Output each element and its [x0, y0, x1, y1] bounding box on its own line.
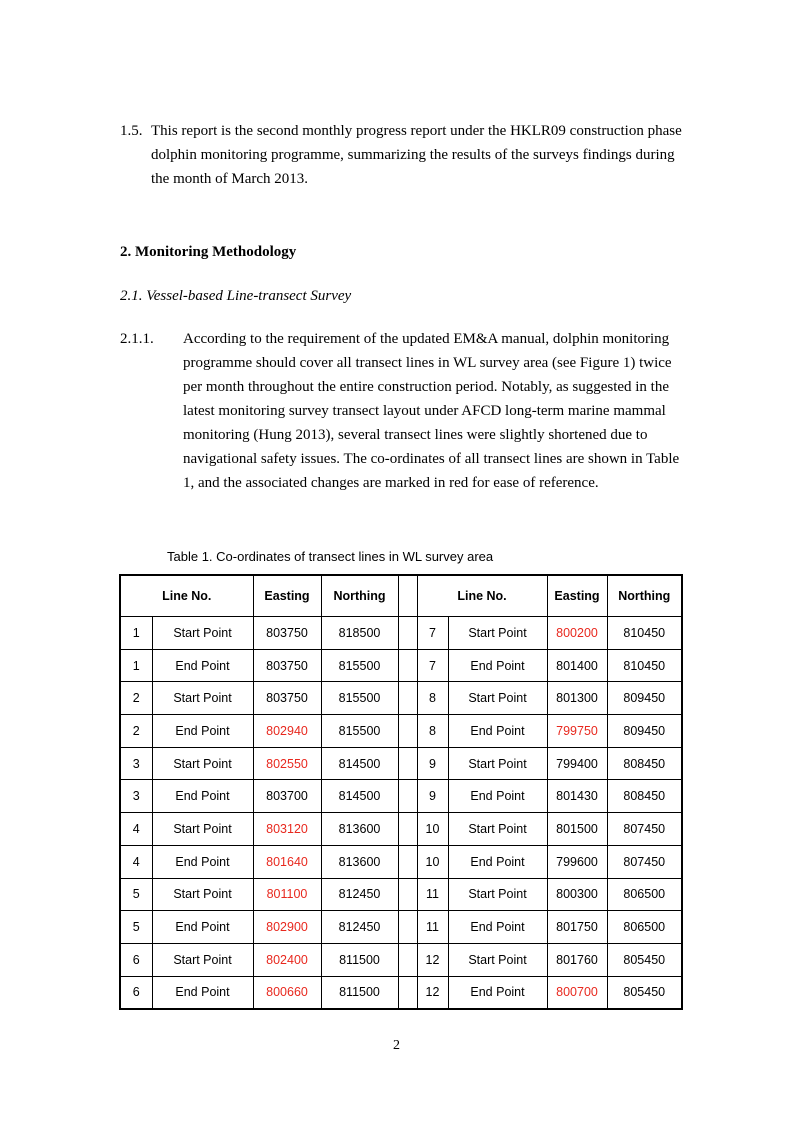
point-type-cell: End Point	[448, 976, 547, 1009]
point-type-cell: End Point	[152, 780, 253, 813]
header-northing: Northing	[607, 575, 682, 617]
paragraph-text: This report is the second monthly progress report under the HKLR09 construction phase dolphin monitoring programme, summarizing the results of the surveys findings during the month of March 2013.	[151, 123, 682, 187]
northing-cell: 814500	[321, 780, 398, 813]
point-type-cell: Start Point	[448, 813, 547, 846]
point-type-cell: End Point	[448, 780, 547, 813]
line-number-cell: 4	[120, 813, 152, 846]
easting-cell: 799600	[547, 845, 607, 878]
northing-cell: 809450	[607, 682, 682, 715]
point-type-cell: End Point	[448, 911, 547, 944]
northing-cell: 806500	[607, 911, 682, 944]
easting-cell: 801400	[547, 649, 607, 682]
easting-cell: 801100	[253, 878, 321, 911]
northing-cell: 808450	[607, 780, 682, 813]
subsection-heading: 2.1. Vessel-based Line-transect Survey	[120, 288, 352, 304]
paragraph-number: 1.5.	[120, 123, 143, 139]
northing-cell: 815500	[321, 649, 398, 682]
table-caption: Table 1. Co-ordinates of transect lines in WL survey area	[167, 549, 494, 564]
table-row	[120, 943, 682, 976]
line-number-cell: 10	[417, 813, 448, 846]
line-number-cell: 11	[417, 911, 448, 944]
table-row	[120, 682, 682, 715]
line-number-cell: 11	[417, 878, 448, 911]
spacer-cell	[398, 976, 417, 1009]
table-row	[120, 747, 682, 780]
line-number-cell: 7	[417, 617, 448, 650]
line-number-cell: 2	[120, 682, 152, 715]
point-type-cell: End Point	[152, 649, 253, 682]
spacer-cell	[398, 943, 417, 976]
easting-cell: 801430	[547, 780, 607, 813]
header-line-no: Line No.	[417, 575, 547, 617]
line-number-cell: 5	[120, 911, 152, 944]
easting-cell: 802550	[253, 747, 321, 780]
line-number-cell: 5	[120, 878, 152, 911]
easting-cell: 801760	[547, 943, 607, 976]
northing-cell: 807450	[607, 813, 682, 846]
line-number-cell: 3	[120, 780, 152, 813]
northing-cell: 809450	[607, 715, 682, 748]
point-type-cell: End Point	[152, 715, 253, 748]
table-header-row	[120, 575, 682, 617]
northing-cell: 808450	[607, 747, 682, 780]
spacer-cell	[398, 649, 417, 682]
northing-cell: 818500	[321, 617, 398, 650]
point-type-cell: Start Point	[448, 878, 547, 911]
northing-cell: 807450	[607, 845, 682, 878]
point-type-cell: Start Point	[448, 617, 547, 650]
northing-cell: 815500	[321, 682, 398, 715]
table-row	[120, 845, 682, 878]
point-type-cell: End Point	[152, 845, 253, 878]
northing-cell: 810450	[607, 649, 682, 682]
easting-cell: 803750	[253, 617, 321, 650]
northing-cell: 811500	[321, 976, 398, 1009]
page-number: 2	[393, 1038, 400, 1053]
easting-cell: 800300	[547, 878, 607, 911]
northing-cell: 812450	[321, 911, 398, 944]
point-type-cell: Start Point	[152, 682, 253, 715]
table-row	[120, 911, 682, 944]
spacer-cell	[398, 715, 417, 748]
northing-cell: 811500	[321, 943, 398, 976]
point-type-cell: Start Point	[152, 813, 253, 846]
spacer-cell	[398, 747, 417, 780]
northing-cell: 806500	[607, 878, 682, 911]
line-number-cell: 2	[120, 715, 152, 748]
spacer-cell	[398, 617, 417, 650]
northing-cell: 815500	[321, 715, 398, 748]
northing-cell: 813600	[321, 845, 398, 878]
spacer-cell	[398, 780, 417, 813]
point-type-cell: Start Point	[152, 747, 253, 780]
line-number-cell: 12	[417, 976, 448, 1009]
easting-cell: 800660	[253, 976, 321, 1009]
line-number-cell: 7	[417, 649, 448, 682]
line-number-cell: 1	[120, 649, 152, 682]
easting-cell: 800700	[547, 976, 607, 1009]
table-row	[120, 617, 682, 650]
easting-cell: 799400	[547, 747, 607, 780]
point-type-cell: Start Point	[152, 617, 253, 650]
table-row	[120, 715, 682, 748]
table-body	[120, 617, 682, 1010]
spacer-cell	[398, 575, 417, 617]
line-number-cell: 9	[417, 747, 448, 780]
line-number-cell: 12	[417, 943, 448, 976]
spacer-cell	[398, 911, 417, 944]
easting-cell: 802900	[253, 911, 321, 944]
point-type-cell: Start Point	[152, 878, 253, 911]
point-type-cell: End Point	[448, 715, 547, 748]
easting-cell: 803120	[253, 813, 321, 846]
table-row	[120, 813, 682, 846]
table-row	[120, 780, 682, 813]
point-type-cell: Start Point	[448, 747, 547, 780]
line-number-cell: 1	[120, 617, 152, 650]
northing-cell: 813600	[321, 813, 398, 846]
line-number-cell: 8	[417, 682, 448, 715]
spacer-cell	[398, 813, 417, 846]
point-type-cell: End Point	[152, 911, 253, 944]
easting-cell: 802940	[253, 715, 321, 748]
point-type-cell: End Point	[152, 976, 253, 1009]
easting-cell: 801300	[547, 682, 607, 715]
easting-cell: 801500	[547, 813, 607, 846]
point-type-cell: End Point	[448, 845, 547, 878]
section-heading: 2. Monitoring Methodology	[120, 244, 297, 260]
northing-cell: 812450	[321, 878, 398, 911]
line-number-cell: 6	[120, 943, 152, 976]
table-row	[120, 878, 682, 911]
northing-cell: 805450	[607, 943, 682, 976]
line-number-cell: 9	[417, 780, 448, 813]
paragraph-2-1-1	[120, 327, 690, 495]
coordinates-table	[119, 574, 683, 1010]
northing-cell: 805450	[607, 976, 682, 1009]
line-number-cell: 4	[120, 845, 152, 878]
easting-cell: 800200	[547, 617, 607, 650]
line-number-cell: 6	[120, 976, 152, 1009]
header-easting: Easting	[253, 575, 321, 617]
header-northing: Northing	[321, 575, 398, 617]
easting-cell: 799750	[547, 715, 607, 748]
northing-cell: 814500	[321, 747, 398, 780]
easting-cell: 801750	[547, 911, 607, 944]
point-type-cell: Start Point	[448, 943, 547, 976]
table-row	[120, 649, 682, 682]
easting-cell: 803750	[253, 682, 321, 715]
header-line-no: Line No.	[120, 575, 253, 617]
point-type-cell: Start Point	[448, 682, 547, 715]
header-easting: Easting	[547, 575, 607, 617]
table-row	[120, 976, 682, 1009]
easting-cell: 803750	[253, 649, 321, 682]
paragraph-text: According to the requirement of the updated EM&A manual, dolphin monitoring programme should cover all transect lines in WL survey area (see Figure 1) twice per month throughout the entire construction period. Notably, as suggested in the latest monitoring survey transect layout under AFCD long-term marine mammal monitoring (Hung 2013), several transect lines were slightly shortened due to navigational safety issues. The co-ordinates of all transect lines are shown in Table 1, and the associated changes are marked in red for ease of reference.	[183, 331, 680, 491]
easting-cell: 803700	[253, 780, 321, 813]
spacer-cell	[398, 845, 417, 878]
point-type-cell: Start Point	[152, 943, 253, 976]
easting-cell: 802400	[253, 943, 321, 976]
line-number-cell: 8	[417, 715, 448, 748]
spacer-cell	[398, 682, 417, 715]
point-type-cell: End Point	[448, 649, 547, 682]
line-number-cell: 3	[120, 747, 152, 780]
northing-cell: 810450	[607, 617, 682, 650]
paragraph-1-5	[120, 119, 690, 191]
spacer-cell	[398, 878, 417, 911]
easting-cell: 801640	[253, 845, 321, 878]
line-number-cell: 10	[417, 845, 448, 878]
paragraph-number: 2.1.1.	[120, 331, 154, 347]
